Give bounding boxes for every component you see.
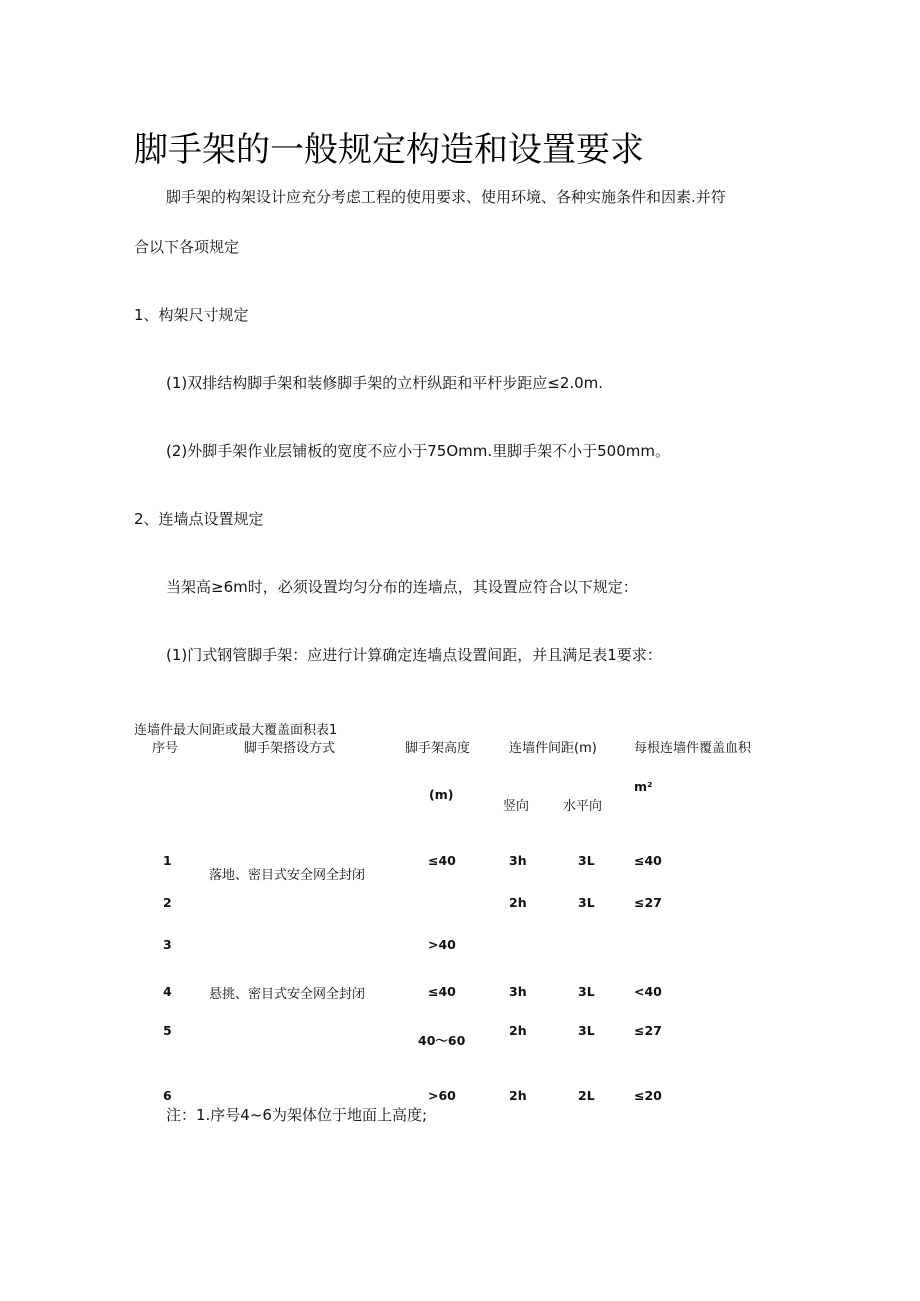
table-row-6-no: 6 bbox=[163, 1088, 172, 1103]
section-2-heading: 2、连墙点设置规定 bbox=[134, 510, 264, 528]
header-area-unit: m² bbox=[634, 779, 653, 794]
header-area: 每根连墙件覆盖血积 bbox=[634, 741, 752, 756]
table-method-2: 悬挑、密目式安全网全封闭 bbox=[209, 987, 366, 1002]
page-title: 脚手架的一般规定构造和设置要求 bbox=[134, 130, 644, 170]
table-row-1-no: 1 bbox=[163, 853, 172, 868]
header-height-unit: (m) bbox=[429, 787, 454, 802]
table-row-1-vertical: 3h bbox=[509, 853, 527, 868]
table-caption: 连墙件最大间距或最大覆盖面积表1 bbox=[134, 723, 338, 738]
table-row-4-horizontal: 3L bbox=[578, 984, 595, 999]
table-row-4-area: <40 bbox=[634, 984, 662, 999]
table-method-1: 落地、密目式安全网全封闭 bbox=[209, 868, 366, 883]
table-row-6-height: >60 bbox=[428, 1088, 456, 1103]
header-vertical: 竖向 bbox=[503, 799, 530, 814]
header-spacing: 连墙件间距(m) bbox=[509, 741, 597, 756]
header-no: 序号 bbox=[152, 741, 179, 756]
table-note: 注：1.序号4~6为架体位于地面上高度; bbox=[166, 1106, 428, 1124]
intro-line-1: 脚手架的构架设计应充分考虑工程的使用要求、使用环境、各种实施条件和因素.并符 bbox=[166, 188, 726, 206]
table-row-6-area: ≤20 bbox=[634, 1088, 662, 1103]
table-row-3-height: >40 bbox=[428, 937, 456, 952]
table-row-5-vertical: 2h bbox=[509, 1023, 527, 1038]
table-row-5-horizontal: 3L bbox=[578, 1023, 595, 1038]
table-row-4-vertical: 3h bbox=[509, 984, 527, 999]
table-row-2-no: 2 bbox=[163, 895, 172, 910]
table-row-1-height: ≤40 bbox=[428, 853, 456, 868]
header-horizontal: 水平向 bbox=[563, 799, 603, 814]
header-height: 脚手架高度 bbox=[405, 741, 471, 756]
table-row-5-no: 5 bbox=[163, 1023, 172, 1038]
section-2-para: 当架高≥6m时，必须设置均匀分布的连墙点，其设置应符合以下规定： bbox=[166, 578, 638, 596]
table-row-2-area: ≤27 bbox=[634, 895, 662, 910]
table-row-1-area: ≤40 bbox=[634, 853, 662, 868]
section-1-item-2: (2)外脚手架作业层铺板的宽度不应小于75Omm.里脚手架不小于500mm。 bbox=[166, 442, 670, 460]
section-2-item-1: (1)门式钢管脚手架：应进行计算确定连墙点设置间距，并且满足表1要求： bbox=[166, 646, 662, 664]
header-method: 脚手架搭设方式 bbox=[244, 741, 336, 756]
table-row-2-horizontal: 3L bbox=[578, 895, 595, 910]
table-row-5-height: 40～60 bbox=[418, 1033, 466, 1048]
table-row-2-vertical: 2h bbox=[509, 895, 527, 910]
table-row-6-vertical: 2h bbox=[509, 1088, 527, 1103]
section-1-item-1: (1)双排结构脚手架和装修脚手架的立杆纵距和平杆步距应≤2.0m. bbox=[166, 374, 604, 392]
table-row-6-horizontal: 2L bbox=[578, 1088, 595, 1103]
table-row-1-horizontal: 3L bbox=[578, 853, 595, 868]
intro-line-2: 合以下各项规定 bbox=[134, 238, 240, 256]
table-row-4-no: 4 bbox=[163, 984, 172, 999]
table-row-3-no: 3 bbox=[163, 937, 172, 952]
section-1-heading: 1、构架尺寸规定 bbox=[134, 306, 249, 324]
table-row-4-height: ≤40 bbox=[428, 984, 456, 999]
table-row-5-area: ≤27 bbox=[634, 1023, 662, 1038]
